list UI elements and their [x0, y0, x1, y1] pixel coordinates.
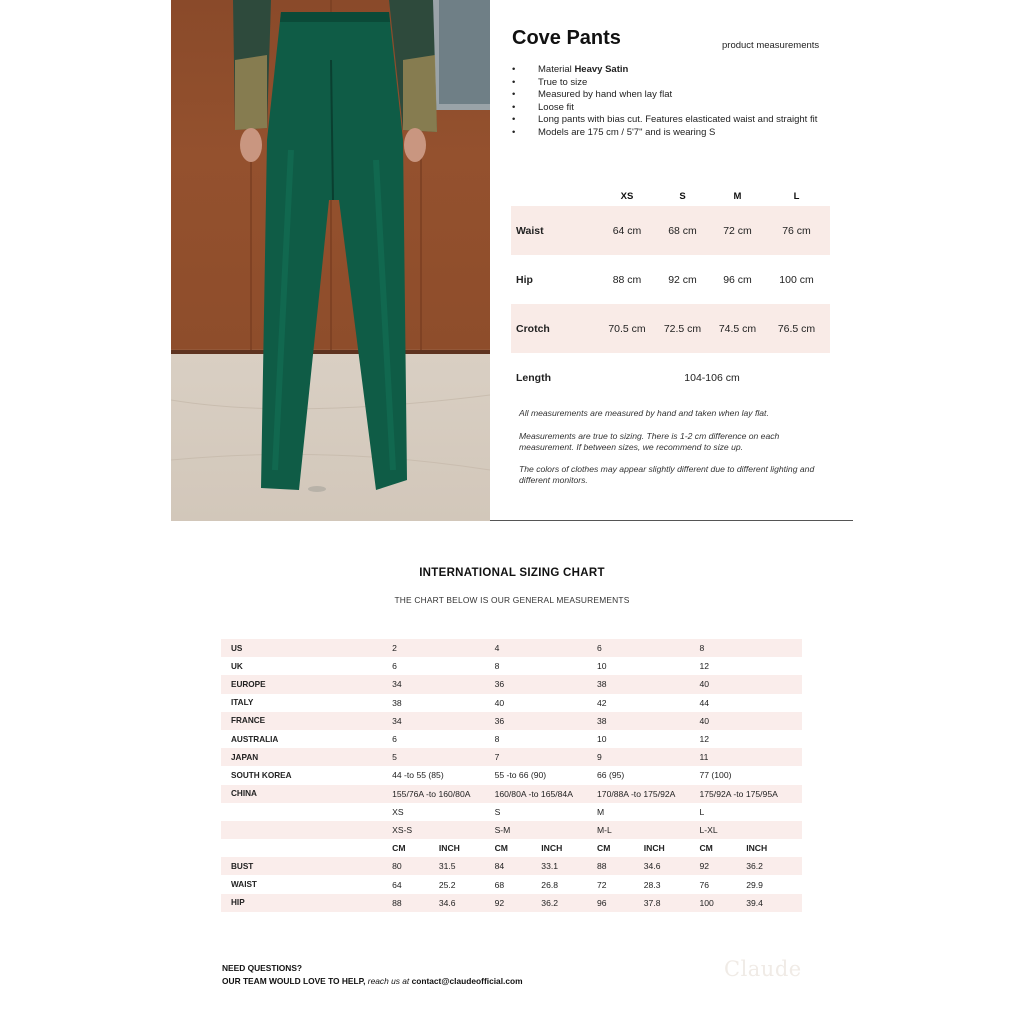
table-cell: S-M	[495, 821, 597, 839]
table-cell: 92	[699, 857, 746, 875]
table-cell: 68	[494, 879, 505, 890]
size-header: M	[733, 190, 742, 202]
table-cell: 38	[597, 675, 699, 693]
feature-item: • Measured by hand when lay flat	[512, 89, 817, 102]
table-row	[221, 766, 802, 784]
table-row	[221, 712, 802, 730]
table-cell: INCH	[643, 843, 665, 854]
table-cell: INCH	[438, 843, 460, 854]
table-cell: 26.8	[541, 879, 559, 890]
table-cell: INCH	[541, 843, 563, 854]
table-cell: 40	[699, 675, 802, 693]
model-illustration	[171, 0, 490, 521]
table-row	[221, 875, 802, 893]
table-cell: EUROPE	[221, 675, 392, 693]
table-cell: CM	[699, 843, 713, 854]
table-cell: 4	[495, 639, 597, 657]
table-cell: WAIST	[231, 880, 257, 890]
table-cell: 42	[597, 697, 607, 708]
brand-watermark: Claude	[724, 957, 802, 981]
help-footer: NEED QUESTIONS? OUR TEAM WOULD LOVE TO HELP, reach us at contact@claudeofficial.com	[222, 963, 523, 986]
size-header: S	[679, 190, 686, 202]
measurement-row-crotch: Crotch 70.5 cm 72.5 cm 74.5 cm 76.5 cm	[511, 304, 830, 353]
table-cell: BUST	[221, 857, 392, 875]
table-cell: 36.2	[746, 857, 802, 875]
table-cell: 88	[392, 894, 439, 912]
contact-email-link[interactable]: contact@claudeofficial.com	[411, 975, 523, 986]
table-cell: 72	[597, 879, 607, 890]
table-cell: INCH	[746, 843, 768, 854]
intl-chart-title: INTERNATIONAL SIZING CHART	[419, 567, 605, 579]
table-cell	[221, 821, 392, 839]
table-cell: 80	[392, 857, 439, 875]
table-cell: 34.6	[644, 857, 700, 875]
table-cell: 5	[392, 748, 494, 766]
table-cell: 12	[699, 734, 710, 745]
table-cell	[221, 803, 392, 821]
intl-chart-subtitle: THE CHART BELOW IS OUR GENERAL MEASUREMENTS	[394, 595, 630, 605]
table-cell: 92	[495, 894, 542, 912]
table-row	[221, 694, 802, 712]
measurement-table	[511, 186, 830, 402]
table-cell: 66 (95)	[597, 770, 625, 781]
table-cell: 2	[392, 639, 494, 657]
table-row	[221, 675, 802, 693]
table-row	[221, 639, 802, 657]
table-row	[221, 785, 802, 803]
feature-item: • Models are 175 cm / 5'7" and is wearing S	[512, 127, 817, 140]
table-cell: JAPAN	[221, 748, 392, 766]
table-cell: 64	[392, 879, 402, 890]
product-subtitle: product measurements	[722, 40, 820, 51]
table-cell: 34.6	[439, 894, 495, 912]
note: The colors of clothes may appear slightly different due to different lighting and different monitors.	[519, 464, 815, 485]
table-cell: CM	[392, 843, 406, 854]
table-cell: 25.2	[438, 879, 456, 890]
feature-item: • Loose fit	[512, 102, 817, 115]
table-cell: CM	[597, 843, 611, 854]
table-cell: 29.9	[746, 879, 763, 890]
table-cell: 7	[495, 748, 597, 766]
feature-item: • True to size	[512, 77, 817, 90]
note: All measurements are measured by hand and taken when lay flat.	[519, 408, 769, 418]
product-photo	[171, 0, 490, 521]
table-cell: 37.8	[644, 894, 700, 912]
table-cell: 38	[597, 712, 699, 730]
table-cell: 39.4	[746, 894, 802, 912]
table-cell: S	[494, 806, 501, 817]
table-cell: HIP	[221, 894, 392, 912]
table-cell: 84	[495, 857, 542, 875]
table-cell: CM	[494, 843, 508, 854]
table-cell: 175/92A -to 175/95A	[699, 785, 802, 803]
table-cell: 10	[597, 661, 607, 672]
table-row	[221, 803, 802, 821]
intl-sizing-table	[221, 639, 802, 912]
table-cell: 8	[494, 661, 500, 672]
table-cell: 8	[494, 734, 500, 745]
table-cell: 9	[597, 748, 699, 766]
table-cell: 55 -to 66 (90)	[494, 770, 547, 781]
table-cell: 6	[392, 661, 397, 672]
measurement-row-hip: Hip 88 cm 92 cm 96 cm 100 cm	[516, 273, 814, 286]
table-row	[221, 657, 802, 675]
table-cell: 34	[392, 675, 494, 693]
measurement-notes	[519, 408, 819, 498]
table-cell: US	[221, 639, 392, 657]
table-cell: 31.5	[439, 857, 495, 875]
measurement-header-row	[511, 186, 830, 206]
feature-item: • Material Heavy Satin	[512, 64, 817, 77]
size-header: XS	[620, 190, 634, 202]
table-cell: FRANCE	[221, 712, 392, 730]
product-title: Cove Pants	[512, 27, 621, 49]
table-cell: 6	[597, 639, 699, 657]
table-cell: 28.3	[643, 879, 661, 890]
table-cell: 170/88A -to 175/92A	[597, 785, 699, 803]
table-cell: 33.1	[541, 857, 597, 875]
table-cell: M	[597, 806, 605, 817]
table-row	[221, 748, 802, 766]
table-cell: 10	[597, 734, 607, 745]
table-cell: ITALY	[231, 698, 254, 708]
table-cell: UK	[231, 661, 243, 671]
table-cell: 11	[699, 748, 802, 766]
table-cell: 12	[699, 661, 710, 672]
table-cell: 44	[699, 697, 710, 708]
table-cell: 34	[392, 712, 494, 730]
footer-help-text: OUR TEAM WOULD LOVE TO HELP,	[222, 975, 366, 986]
table-cell: CHINA	[221, 785, 392, 803]
table-cell: 40	[494, 697, 505, 708]
table-cell: 38	[392, 697, 402, 708]
table-row-unit-headers	[221, 839, 802, 857]
table-cell: M-L	[597, 821, 699, 839]
table-cell: 36.2	[541, 894, 597, 912]
table-cell: AUSTRALIA	[231, 734, 279, 744]
table-cell: 100	[699, 894, 746, 912]
footer-question: NEED QUESTIONS?	[222, 963, 303, 973]
table-row	[221, 857, 802, 875]
section-divider	[490, 520, 853, 521]
table-row	[221, 894, 802, 912]
table-cell: XS	[392, 806, 404, 817]
table-cell: 96	[597, 894, 644, 912]
table-cell: L	[699, 806, 705, 817]
feature-item: • Long pants with bias cut. Features elasticated waist and straight fit	[512, 114, 817, 127]
measurement-row-waist: Waist 64 cm 68 cm 72 cm 76 cm	[511, 206, 830, 255]
table-cell: 8	[699, 639, 802, 657]
table-cell: 44 -to 55 (85)	[392, 770, 444, 781]
table-cell: XS-S	[392, 821, 494, 839]
table-row	[221, 730, 802, 748]
table-cell: 40	[699, 712, 802, 730]
table-cell	[221, 839, 392, 857]
feature-list	[512, 64, 817, 140]
table-cell: 36	[495, 675, 597, 693]
table-cell: 155/76A -to 160/80A	[392, 785, 494, 803]
table-cell: 76	[699, 879, 710, 890]
table-cell: 6	[392, 734, 397, 745]
measurement-row-length: Length 104-106 cm	[516, 371, 740, 384]
table-cell: 77 (100)	[699, 770, 732, 781]
note: Measurements are true to sizing. There is 1-2 cm difference on each measurement. If between sizes, we recommend to size up.	[519, 430, 780, 452]
table-cell: 88	[597, 857, 644, 875]
size-header: L	[793, 190, 800, 202]
table-cell: L-XL	[699, 821, 802, 839]
table-cell: SOUTH KOREA	[231, 770, 292, 780]
table-cell: 160/80A -to 165/84A	[495, 785, 597, 803]
table-cell: 36	[495, 712, 597, 730]
table-row	[221, 821, 802, 839]
